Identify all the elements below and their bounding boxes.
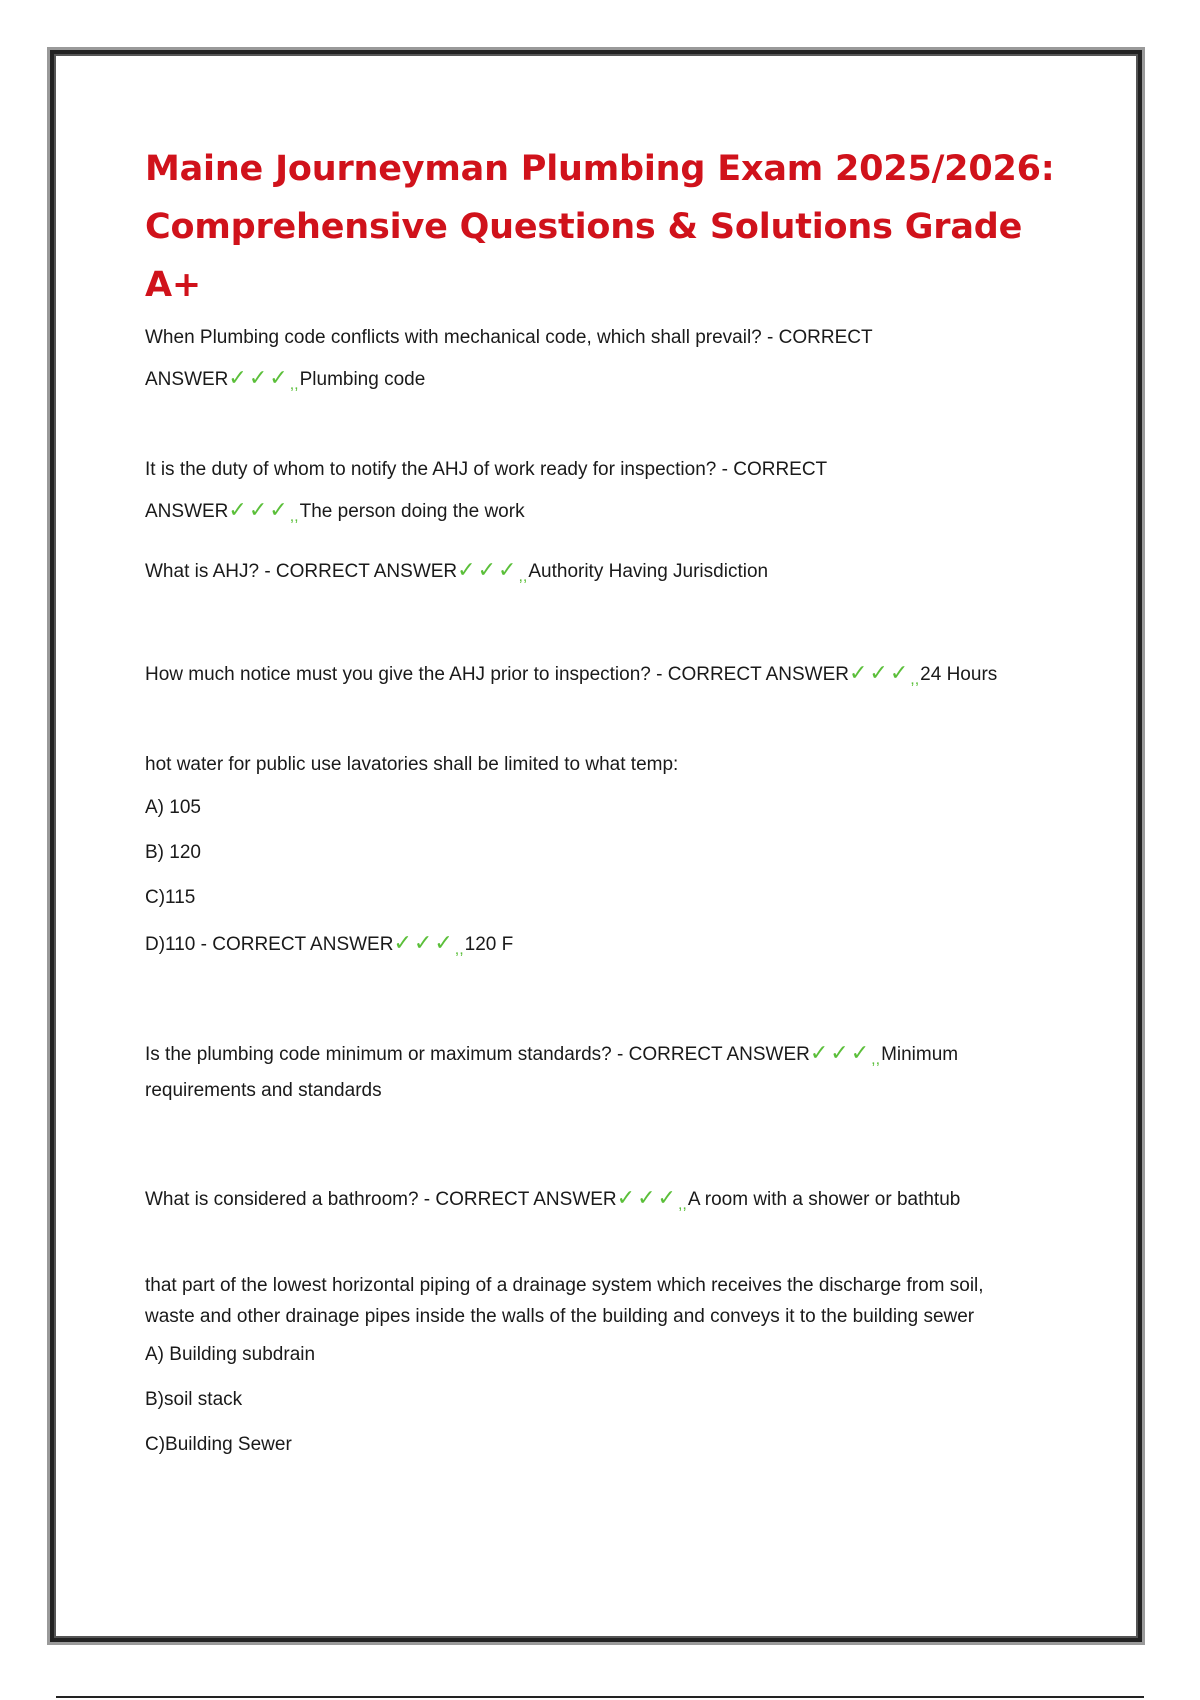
option-a: A) Building subdrain (145, 1344, 316, 1365)
answer-line (145, 920, 678, 972)
answer-label: ANSWER (145, 501, 229, 522)
quote-mark: ,, (910, 671, 920, 688)
option-c: C)115 (145, 887, 196, 908)
checkmarks-icon: ✓✓✓ (228, 365, 290, 390)
question-text: How much notice must you give the AHJ prior to inspection? - CORRECT ANSWER (145, 664, 849, 685)
answer-line (145, 653, 997, 700)
question-text: When Plumbing code conflicts with mechanical code, which shall prevail? - CORRECT (145, 327, 873, 348)
question-text: Is the plumbing code minimum or maximum standards? - CORRECT ANSWER (145, 1044, 810, 1065)
checkmarks-icon: ✓✓✓ (848, 660, 911, 685)
question-3 (145, 550, 768, 597)
quote-mark: ,, (518, 568, 528, 585)
checkmarks-icon: ✓✓✓ (457, 557, 519, 582)
option-d: D)110 - CORRECT ANSWER (145, 934, 394, 955)
answer-line (145, 490, 827, 537)
quote-mark: ,, (677, 1196, 687, 1213)
quote-mark: ,, (454, 941, 464, 958)
question-8 (145, 1270, 984, 1467)
answer-text: 120 F (464, 934, 514, 955)
answer-text: Minimum (881, 1044, 959, 1065)
option-b: B) 120 (145, 842, 201, 863)
answer-line (145, 1178, 960, 1225)
question-1 (145, 318, 873, 405)
question-text-line-2: waste and other drainage pipes inside the walls of the building and conveys it to the building sewer (145, 1306, 975, 1327)
checkmarks-icon: ✓✓✓ (809, 1040, 872, 1065)
option-c: C)Building Sewer (145, 1434, 292, 1455)
question-5 (145, 745, 678, 972)
option-b: B)soil stack (145, 1389, 243, 1410)
question-text: What is considered a bathroom? - CORRECT ANSWER (145, 1189, 617, 1210)
question-4 (145, 653, 997, 700)
question-6 (145, 1037, 958, 1106)
answer-continuation: requirements and standards (145, 1080, 382, 1101)
question-7 (145, 1178, 960, 1225)
question-2 (145, 450, 827, 537)
quote-mark: ,, (871, 1051, 881, 1068)
document-title (145, 140, 1085, 314)
answer-line (145, 1037, 958, 1075)
answer-text: The person doing the work (299, 501, 525, 522)
title-line-1: Maine Journeyman Plumbing Exam 2025/2026: (145, 149, 1055, 189)
answer-text: Plumbing code (299, 369, 426, 390)
quote-mark: ,, (289, 508, 299, 525)
title-line-2: Comprehensive Questions & Solutions Grade A+ (145, 207, 1023, 305)
answer-line (145, 358, 873, 405)
answer-text: 24 Hours (920, 664, 998, 685)
answer-text: A room with a shower or bathtub (687, 1189, 961, 1210)
quote-mark: ,, (289, 376, 299, 393)
answer-text: Authority Having Jurisdiction (528, 561, 769, 582)
answer-label: ANSWER (145, 369, 229, 390)
answer-line (145, 550, 768, 597)
checkmarks-icon: ✓✓✓ (616, 1185, 678, 1210)
option-a: A) 105 (145, 797, 201, 818)
checkmarks-icon: ✓✓✓ (393, 930, 455, 955)
question-text-line-1: that part of the lowest horizontal piping of a drainage system which receives the discharge from soil, (145, 1275, 984, 1296)
question-text: It is the duty of whom to notify the AHJ of work ready for inspection? - CORRECT (145, 459, 828, 480)
question-text: hot water for public use lavatories shall be limited to what temp: (145, 754, 679, 775)
document-content (145, 140, 1085, 1455)
footer-divider (56, 1696, 1144, 1698)
checkmarks-icon: ✓✓✓ (228, 497, 290, 522)
question-text: What is AHJ? - CORRECT ANSWER (145, 561, 458, 582)
